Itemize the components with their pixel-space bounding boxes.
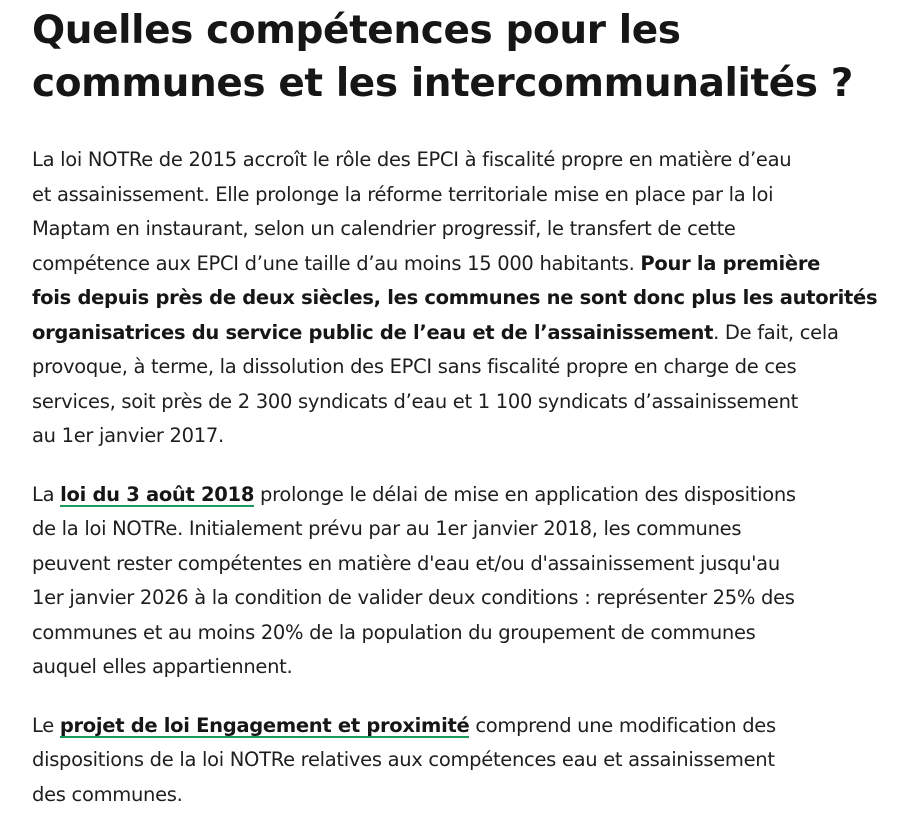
paragraph-line: provoque, à terme, la dissolution des EPCI sans fiscalité propre en charge de ces bbox=[32, 355, 797, 378]
paragraph-line: des communes. bbox=[32, 782, 183, 806]
paragraph-bill-engagement bbox=[32, 709, 904, 813]
paragraph-line: 1er janvier 2026 à la condition de valider deux conditions : représenter 25% des bbox=[32, 586, 795, 609]
engagement-proximite-link[interactable]: projet de loi Engagement et proximité bbox=[59, 713, 470, 737]
paragraph-text: Le bbox=[32, 713, 60, 737]
paragraph-line: peuvent rester compétentes en matière d'eau et/ou d'assainissement jusqu'au bbox=[32, 551, 780, 575]
paragraph-law-2018 bbox=[32, 478, 904, 685]
paragraph-line: dispositions de la loi NOTRe relatives aux compétences eau et assainissement bbox=[32, 748, 775, 771]
emphasis-text: fois depuis près de deux siècles, les communes ne sont donc plus les autorités bbox=[32, 286, 878, 309]
paragraph-line: et assainissement. Elle prolonge la réforme territoriale mise en place par la loi bbox=[32, 182, 774, 206]
page-title-line-2: communes et les intercommunalités ? bbox=[32, 61, 853, 106]
paragraph-line: Maptam en instaurant, selon un calendrier progressif, le transfert de cette bbox=[32, 217, 736, 240]
paragraph-line: auquel elles appartiennent. bbox=[32, 655, 293, 678]
paragraph-line bbox=[32, 281, 904, 316]
paragraph-text: comprend une modification des bbox=[469, 713, 776, 737]
page-title bbox=[32, 0, 904, 110]
emphasis-text: Pour la première bbox=[640, 251, 821, 275]
paragraph-line: La loi NOTRe de 2015 accroît le rôle des EPCI à fiscalité propre en matière d’eau bbox=[32, 148, 792, 171]
paragraph-line bbox=[32, 478, 904, 513]
paragraph-line bbox=[32, 316, 904, 351]
paragraph-text: La bbox=[32, 482, 61, 506]
paragraph-line: au 1er janvier 2017. bbox=[32, 424, 224, 447]
article bbox=[32, 0, 904, 812]
paragraph-text: prolonge le délai de mise en application des dispositions bbox=[254, 482, 796, 506]
paragraph-line bbox=[32, 709, 904, 744]
paragraph-notre-law bbox=[32, 143, 904, 454]
page-title-line-1: Quelles compétences pour les bbox=[32, 8, 681, 53]
paragraph-line bbox=[32, 247, 904, 282]
paragraph-text: compétence aux EPCI d’une taille d’au moins 15 000 habitants. bbox=[32, 251, 641, 275]
paragraph-line: services, soit près de 2 300 syndicats d’eau et 1 100 syndicats d’assainissement bbox=[32, 389, 798, 413]
paragraph-line: de la loi NOTRe. Initialement prévu par au 1er janvier 2018, les communes bbox=[32, 517, 742, 540]
paragraph-line: communes et au moins 20% de la population du groupement de communes bbox=[32, 620, 756, 644]
paragraph-text: . De fait, cela bbox=[713, 320, 839, 344]
law-2018-link[interactable]: loi du 3 août 2018 bbox=[60, 482, 255, 506]
emphasis-text: organisatrices du service public de l’eau et de l’assainissement bbox=[32, 320, 714, 344]
